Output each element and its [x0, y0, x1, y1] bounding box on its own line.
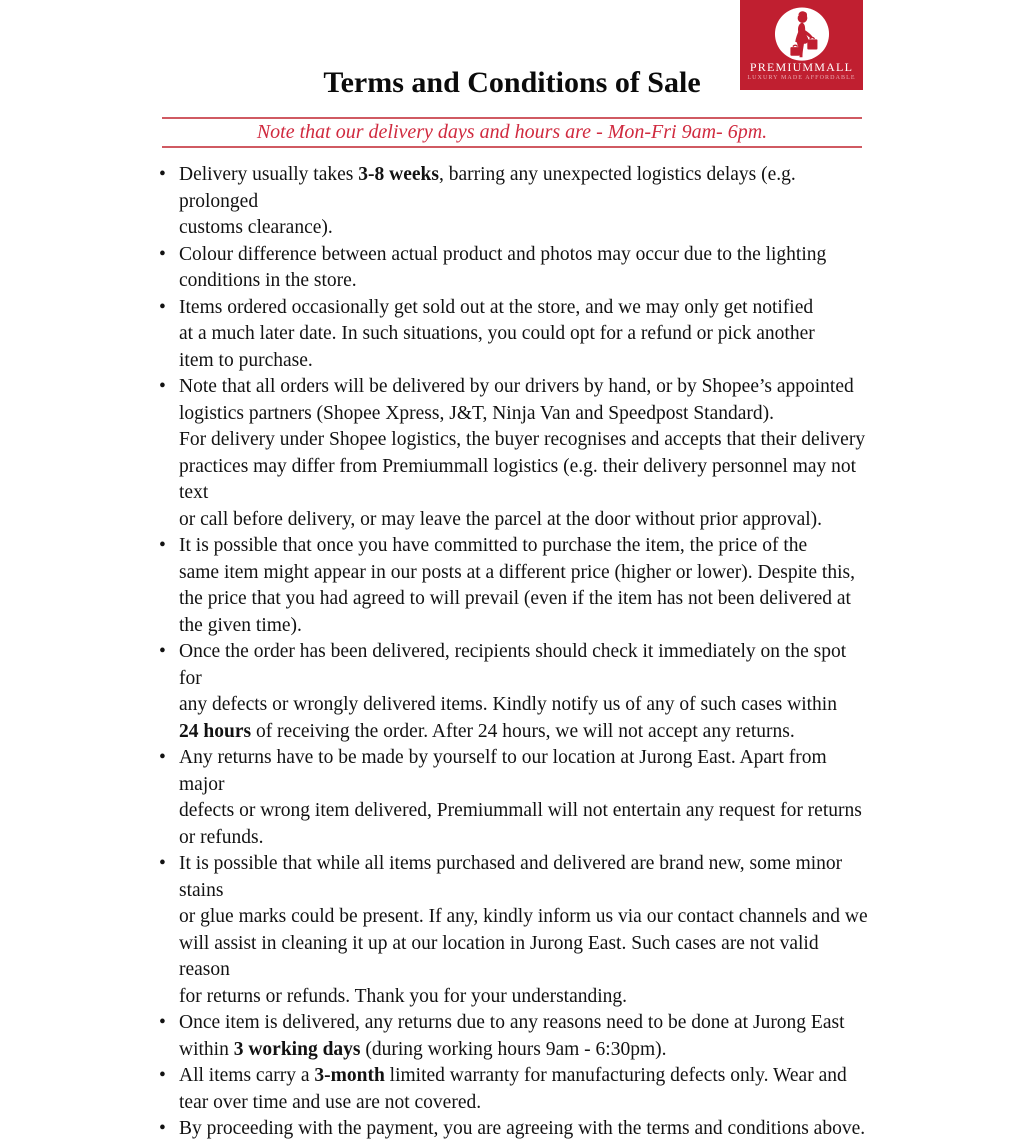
- brand-tagline: LUXURY MADE AFFORDABLE: [747, 75, 856, 81]
- brand-name: PREMIUMMALL: [749, 60, 854, 74]
- woman-shopper-icon: [773, 7, 831, 63]
- term-item: • Once the order has been delivered, recipients should check it immediately on the spot for any defects or wrongly delivered items. Kindly notify us of any of such cases within 24 hours of receiving the order. After 24 hours, we will not accept any returns.: [158, 639, 870, 745]
- term-item: • Note that all orders will be delivered by our drivers by hand, or by Shopee’s appointed logistics partners (Shopee Xpress, J&T, Ninja Van and Speedpost Standard). For delivery under Shopee logistics, the buyer recognises and accepts that their delivery practices may differ from Premiummall logistics (e.g. their delivery personnel may not text or call before delivery, or may leave the parcel at the door without prior approval).: [158, 374, 870, 533]
- term-item: • Delivery usually takes 3-8 weeks, barring any unexpected logistics delays (e.g. prolonged customs clearance).: [158, 162, 870, 242]
- term-item: • It is possible that while all items purchased and delivered are brand new, some minor stains or glue marks could be present. If any, kindly inform us via our contact channels and we will assist in cleaning it up at our location in Jurong East. Such cases are not valid reason for returns or refunds. Thank you for your understanding.: [158, 851, 870, 1010]
- page-title: Terms and Conditions of Sale: [323, 66, 701, 99]
- term-item: • Colour difference between actual product and photos may occur due to the lighting conditions in the store.: [158, 242, 870, 295]
- divider-bottom: [162, 146, 862, 148]
- term-item: • All items carry a 3-month limited warranty for manufacturing defects only. Wear and tear over time and use are not covered.: [158, 1063, 870, 1116]
- term-item: • Once item is delivered, any returns due to any reasons need to be done at Jurong East within 3 working days (during working hours 9am - 6:30pm).: [158, 1010, 870, 1063]
- term-item: • Items ordered occasionally get sold out at the store, and we may only get notified at a much later date. In such situations, you could opt for a refund or pick another item to purchase.: [158, 295, 870, 375]
- term-item: • It is possible that once you have committed to purchase the item, the price of the same item might appear in our posts at a different price (higher or lower). Despite this, the price that you had agreed to will prevail (even if the item has not been delivered at the given time).: [158, 533, 870, 639]
- term-item: • By proceeding with the payment, you are agreeing with the terms and conditions above.: [158, 1116, 870, 1143]
- terms-list: [158, 162, 870, 1143]
- divider-top: [162, 117, 862, 119]
- delivery-note: Note that our delivery days and hours are - Mon-Fri 9am- 6pm.: [256, 121, 768, 143]
- term-item: • Any returns have to be made by yourself to our location at Jurong East. Apart from major defects or wrong item delivered, Premiummall will not entertain any request for returns or refunds.: [158, 745, 870, 851]
